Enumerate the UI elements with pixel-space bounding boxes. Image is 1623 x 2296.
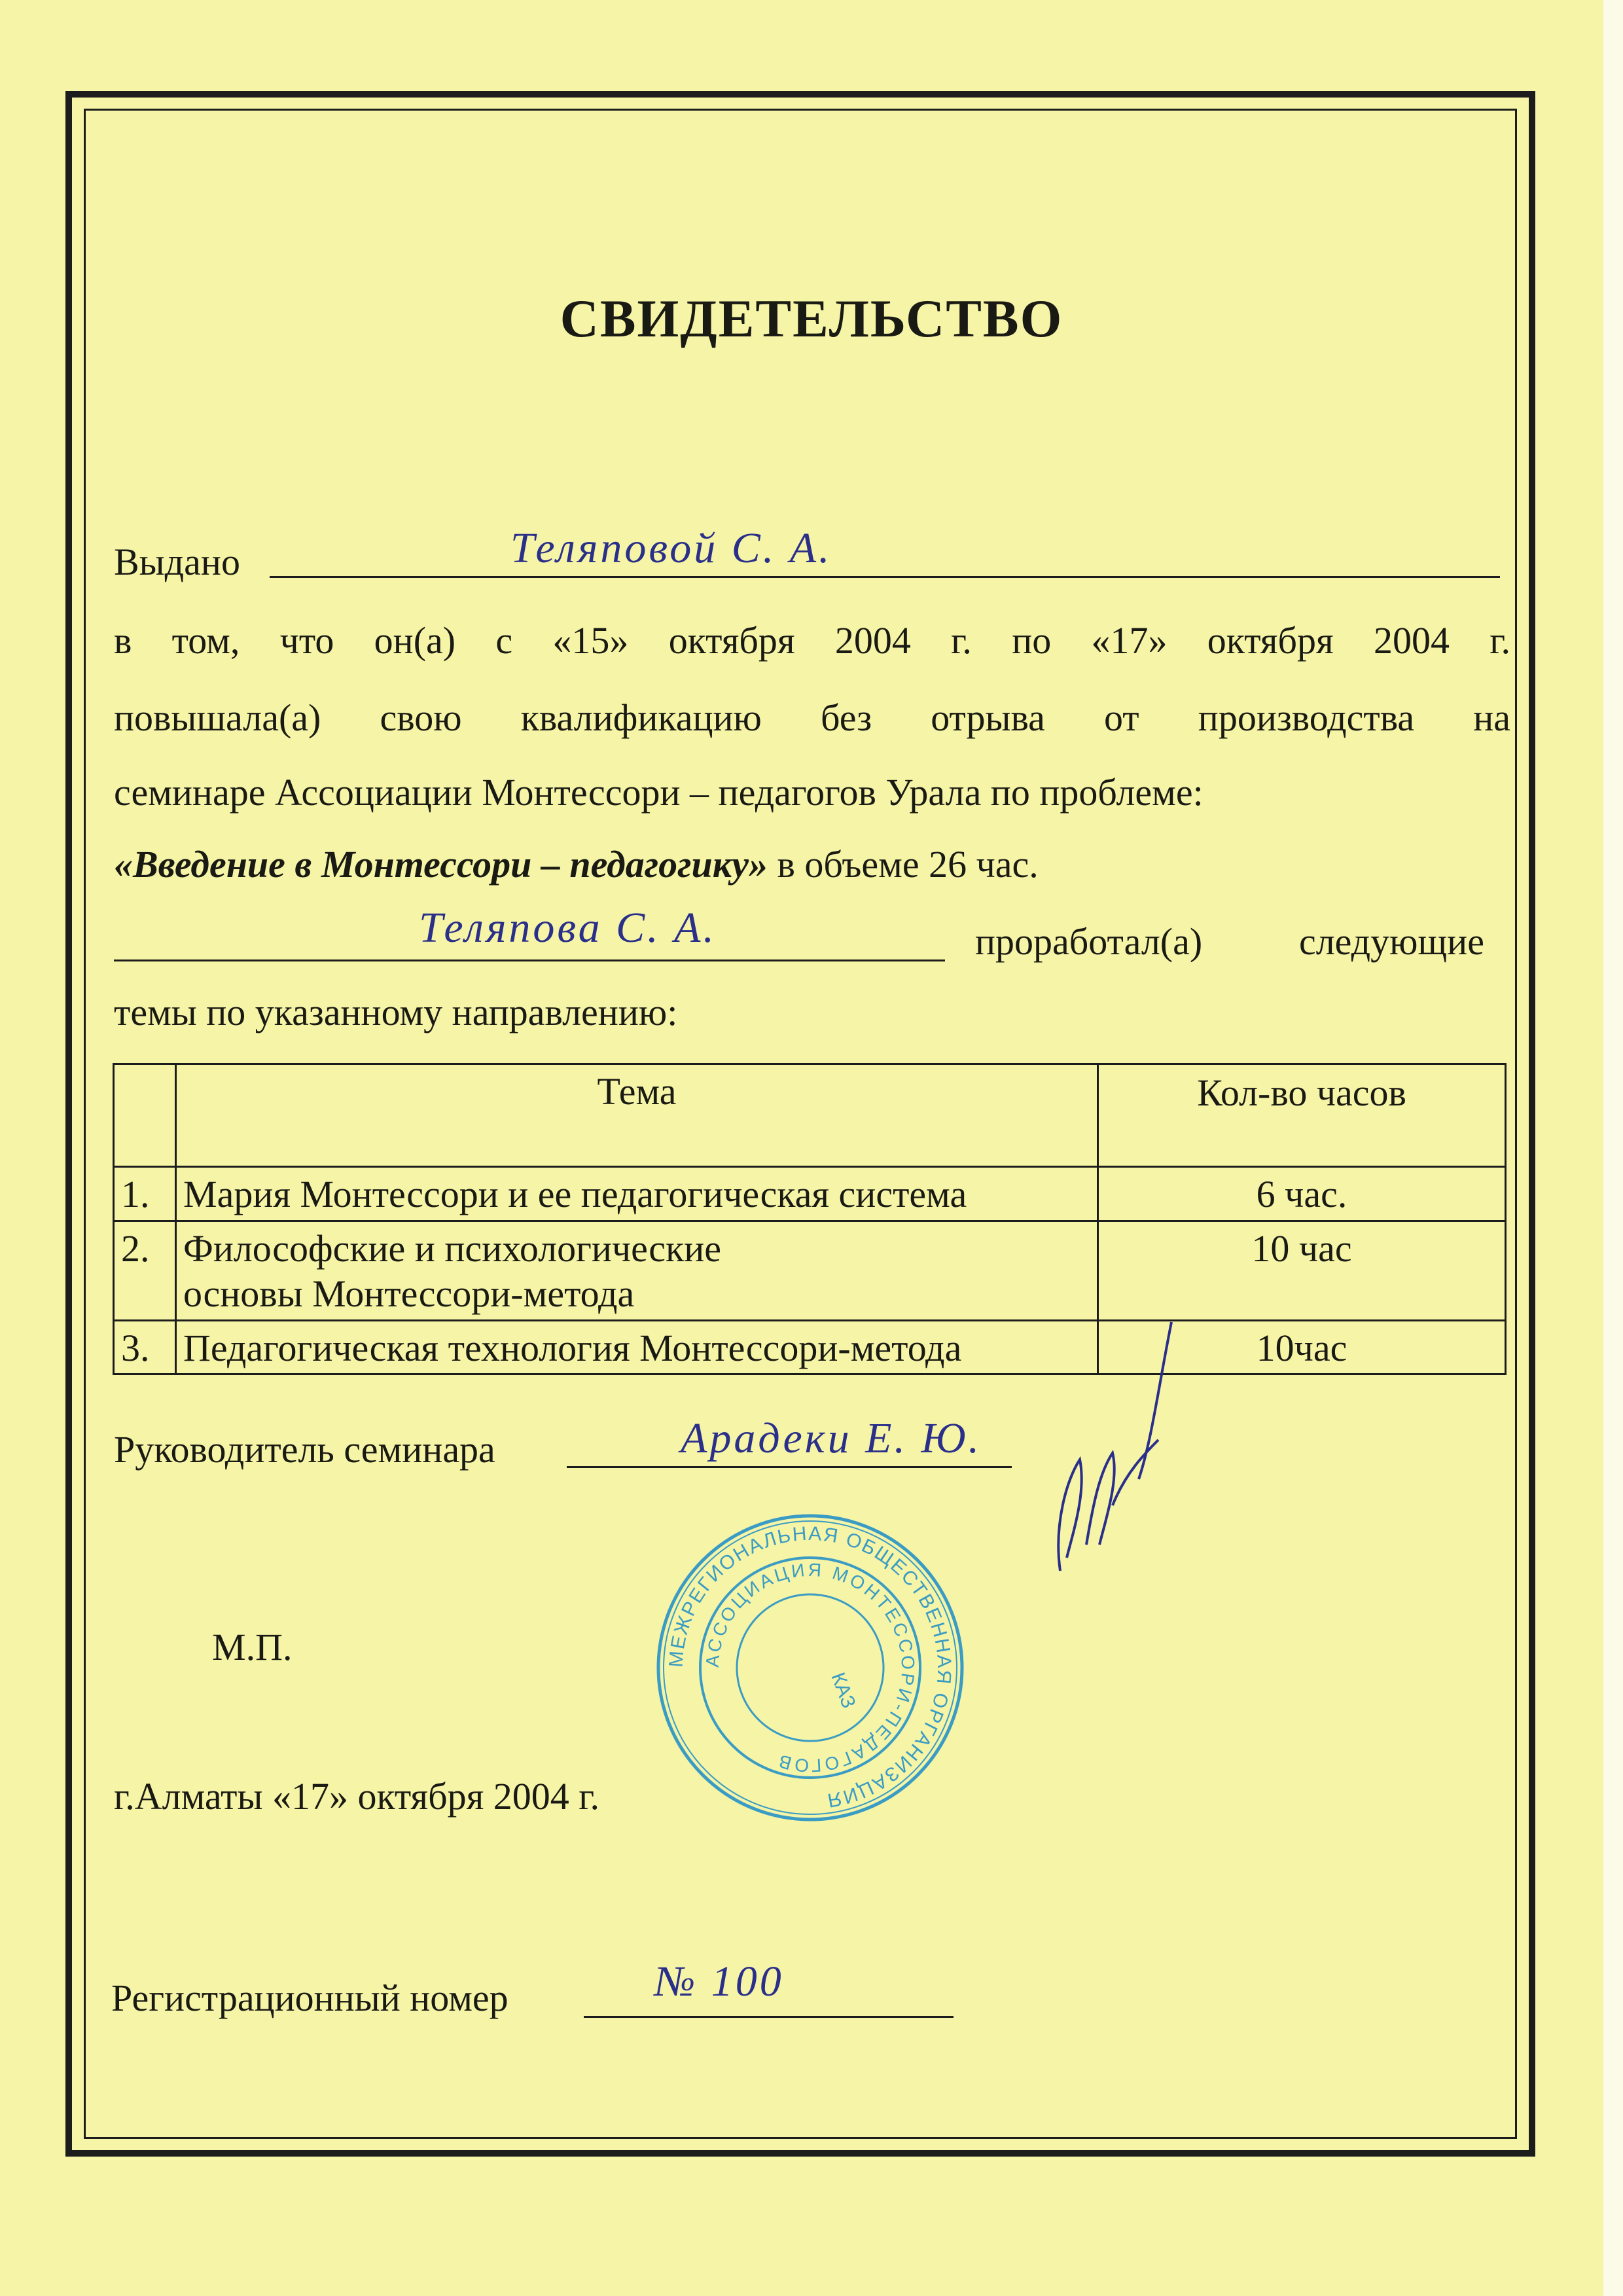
worked-text-1: проработал(а) — [975, 920, 1203, 963]
paragraph-line-2: повышала(а) свою квалификацию без отрыва от производства на — [114, 696, 1510, 739]
svg-text:АССОЦИАЦИЯ МОНТЕССОРИ-ПЕДАГОГО — [702, 1560, 919, 1776]
seminar-title: «Введение в Монтессори – педагогику» — [114, 843, 768, 886]
table-header-row — [114, 1064, 1506, 1167]
participant-line — [114, 960, 945, 961]
header-topic: Тема — [176, 1064, 1098, 1167]
row-topic: Мария Монтессори и ее педагогическая система — [176, 1167, 1098, 1221]
seminar-line — [114, 843, 1039, 886]
volume-text: в объеме 26 час. — [777, 843, 1039, 886]
paragraph-line-1: в том, что он(а) с «15» октября 2004 г. по «17» октября 2004 г. — [114, 619, 1510, 662]
header-num — [114, 1064, 176, 1167]
document-title: СВИДЕТЕЛЬСТВО — [560, 289, 1063, 348]
row-num: 3. — [114, 1320, 176, 1374]
row-hours: 6 час. — [1098, 1167, 1506, 1221]
seal-label: М.П. — [212, 1626, 293, 1668]
table-row — [114, 1167, 1506, 1221]
paragraph-line-3: семинаре Ассоциации Монтессори – педагогов Урала по проблеме: — [114, 771, 1204, 814]
topics-intro: темы по указанному направлению: — [114, 991, 678, 1033]
stamp-center-text: КАЗ — [827, 1670, 860, 1712]
reg-label: Регистрационный номер — [111, 1977, 508, 2019]
worked-text-2: следующие — [1299, 920, 1484, 963]
topics-table — [113, 1063, 1507, 1375]
row-num: 2. — [114, 1221, 176, 1320]
header-hours: Кол-во часов — [1098, 1064, 1506, 1167]
organization-stamp — [654, 1512, 966, 1823]
row-topic: Педагогическая технология Монтессори-метода — [176, 1320, 1098, 1374]
row-topic: Философские и психологические основы Монтессори-метода — [176, 1221, 1098, 1320]
row-hours: 10час — [1098, 1320, 1506, 1374]
date-line: г.Алматы «17» октября 2004 г. — [114, 1775, 600, 1818]
reg-line — [584, 2016, 954, 2018]
reg-handwritten: № 100 — [654, 1958, 784, 2005]
row-num: 1. — [114, 1167, 176, 1221]
row-hours: 10 час — [1098, 1221, 1506, 1320]
signature — [1021, 1309, 1191, 1584]
leader-handwritten: Арадеки Е. Ю. — [681, 1414, 982, 1462]
issued-to-handwritten: Теляповой С. А. — [510, 524, 832, 572]
table-row — [114, 1320, 1506, 1374]
stamp-inner-text: АССОЦИАЦИЯ МОНТЕССОРИ-ПЕДАГОГОВ — [702, 1559, 919, 1776]
leader-line — [567, 1466, 1012, 1468]
participant-handwritten: Теляпова С. А. — [419, 904, 717, 952]
issued-to-line — [270, 576, 1500, 578]
issued-label: Выдано — [114, 541, 240, 583]
table-row — [114, 1221, 1506, 1320]
leader-label: Руководитель семинара — [114, 1428, 495, 1471]
stamp-outer-text: МЕЖРЕГИОНАЛЬНАЯ ОБЩЕСТВЕННАЯ ОРГАНИЗАЦИЯ — [665, 1522, 955, 1812]
